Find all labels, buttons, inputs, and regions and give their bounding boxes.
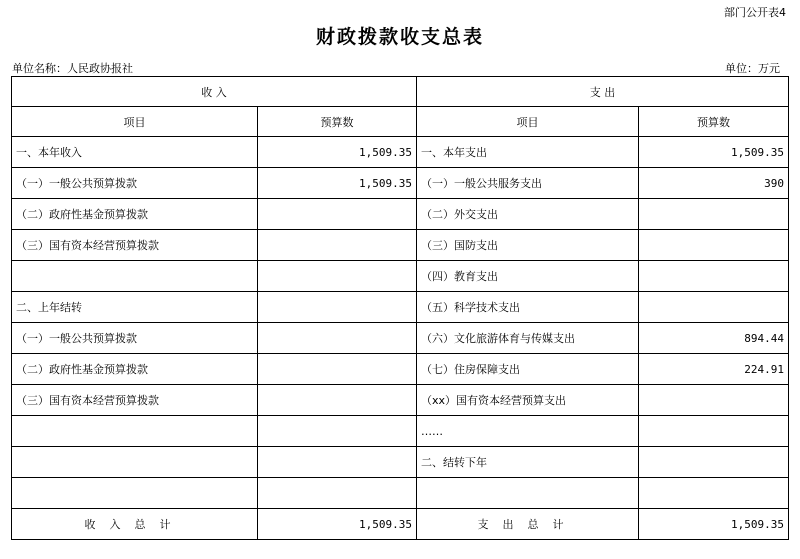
totals-row: [12, 509, 789, 540]
income-amount-cell: [258, 199, 417, 230]
table-row: [12, 199, 789, 230]
budget-table: [11, 76, 789, 540]
income-item-cell: [12, 416, 258, 447]
income-amount-cell: [258, 354, 417, 385]
table-row: [12, 385, 789, 416]
income-amount-cell: [258, 323, 417, 354]
income-item-cell: （三）国有资本经营预算拨款: [12, 230, 258, 261]
expense-item-cell: 二、结转下年: [417, 447, 639, 478]
table-body: [12, 137, 789, 509]
income-total-label: [12, 509, 258, 540]
income-amount-cell: 1,509.35: [258, 168, 417, 199]
income-amount-cell: [258, 292, 417, 323]
income-item-cell: 二、上年结转: [12, 292, 258, 323]
expense-item-cell: （四）教育支出: [417, 261, 639, 292]
expense-amount-cell: [639, 416, 789, 447]
column-header-row: [12, 107, 789, 137]
income-item-cell: （三）国有资本经营预算拨款: [12, 385, 258, 416]
table-row: [12, 261, 789, 292]
expense-total-label-text: 支出总计: [477, 518, 578, 531]
expense-item-header: 项目: [417, 107, 639, 137]
income-total-amount: 1,509.35: [258, 509, 417, 540]
table-row: [12, 168, 789, 199]
income-budget-header: 预算数: [258, 107, 417, 137]
expense-item-cell: （二）外交支出: [417, 199, 639, 230]
income-item-cell: [12, 447, 258, 478]
expense-amount-cell: [639, 199, 789, 230]
table-row: [12, 323, 789, 354]
expense-amount-cell: [639, 385, 789, 416]
expense-total-label: [417, 509, 639, 540]
expense-item-cell: （xx）国有资本经营预算支出: [417, 385, 639, 416]
expense-total-amount: 1,509.35: [639, 509, 789, 540]
table-row: [12, 416, 789, 447]
income-item-cell: （一）一般公共预算拨款: [12, 168, 258, 199]
table-id: 部门公开表4: [724, 6, 786, 19]
expense-amount-cell: [639, 478, 789, 509]
table-row: [12, 292, 789, 323]
income-item-cell: [12, 261, 258, 292]
expense-amount-cell: 1,509.35: [639, 137, 789, 168]
income-item-cell: （二）政府性基金预算拨款: [12, 199, 258, 230]
income-item-cell: （二）政府性基金预算拨款: [12, 354, 258, 385]
expense-item-cell: （一）一般公共服务支出: [417, 168, 639, 199]
expense-item-cell: （三）国防支出: [417, 230, 639, 261]
income-item-cell: 一、本年收入: [12, 137, 258, 168]
income-total-label-text: 收入总计: [84, 518, 185, 531]
table-row: [12, 447, 789, 478]
income-amount-cell: 1,509.35: [258, 137, 417, 168]
table-row: [12, 354, 789, 385]
expense-item-cell: 一、本年支出: [417, 137, 639, 168]
expense-item-cell: ……: [417, 416, 639, 447]
income-amount-cell: [258, 478, 417, 509]
income-section-label: 收 入: [201, 85, 227, 99]
expense-section-label: 支 出: [589, 85, 616, 99]
currency-unit: 单位：万元: [725, 62, 780, 75]
expense-amount-cell: [639, 230, 789, 261]
expense-item-cell: （五）科学技术支出: [417, 292, 639, 323]
income-amount-cell: [258, 261, 417, 292]
table-row: [12, 230, 789, 261]
page-title: 财政拨款收支总表: [315, 26, 484, 48]
expense-item-cell: [417, 478, 639, 509]
expense-item-cell: （七）住房保障支出: [417, 354, 639, 385]
income-item-cell: [12, 478, 258, 509]
expense-item-cell: （六）文化旅游体育与传媒支出: [417, 323, 639, 354]
expense-budget-header: 预算数: [639, 107, 789, 137]
expense-amount-cell: [639, 261, 789, 292]
expense-amount-cell: [639, 292, 789, 323]
income-amount-cell: [258, 447, 417, 478]
expense-amount-cell: [639, 447, 789, 478]
expense-section-header: [417, 77, 789, 107]
income-item-header: 项目: [12, 107, 258, 137]
income-amount-cell: [258, 385, 417, 416]
table-row: [12, 478, 789, 509]
income-item-cell: （一）一般公共预算拨款: [12, 323, 258, 354]
income-amount-cell: [258, 416, 417, 447]
expense-amount-cell: 224.91: [639, 354, 789, 385]
expense-amount-cell: 390: [639, 168, 789, 199]
table-row: [12, 137, 789, 168]
unit-name: 单位名称：人民政协报社: [12, 62, 133, 75]
income-section-header: [12, 77, 417, 107]
section-header-row: [12, 77, 789, 107]
expense-amount-cell: 894.44: [639, 323, 789, 354]
income-amount-cell: [258, 230, 417, 261]
